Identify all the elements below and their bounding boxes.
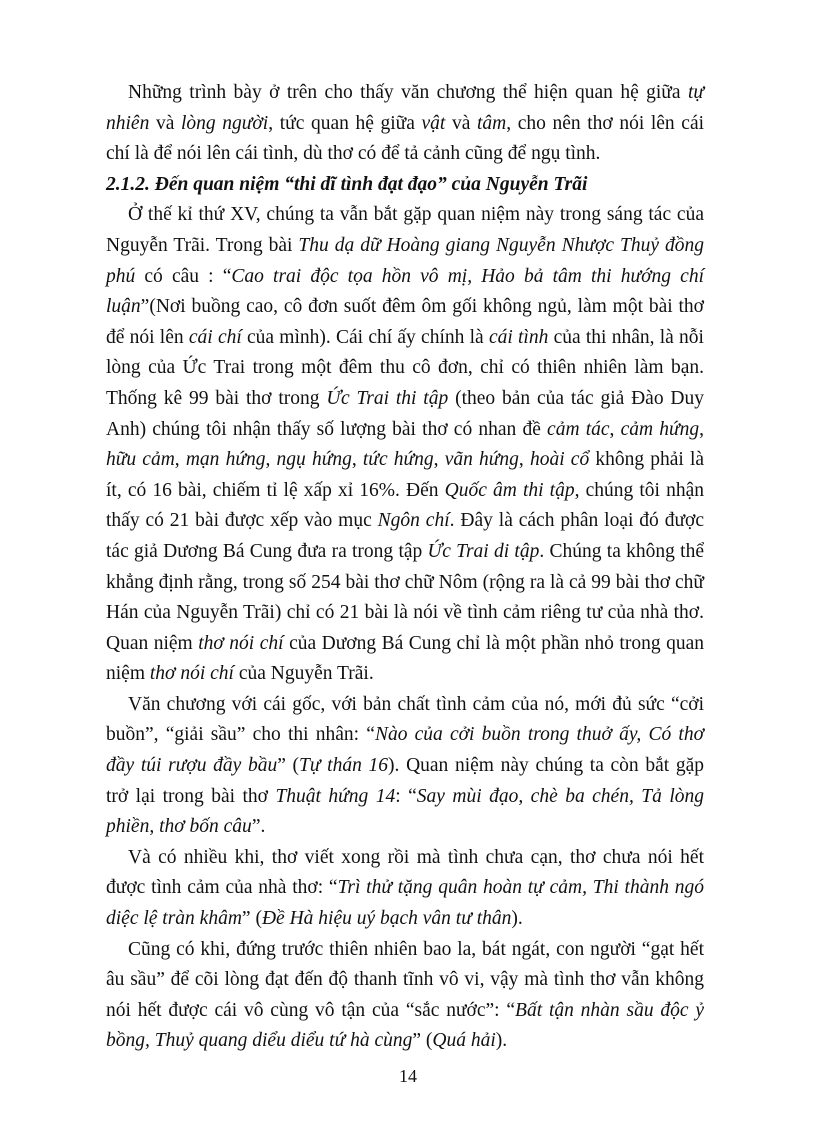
italic-text: vãn hứng <box>444 449 519 471</box>
italic-text: tâm <box>476 112 507 134</box>
italic-text: hoài cổ <box>529 449 590 471</box>
italic-text: Thuật hứng 14 <box>275 785 396 807</box>
italic-text: lòng người <box>180 112 269 134</box>
text-run: Cũng có khi, đứng trước thiên nhiên bao la, bát ngát, con người “gạt hết âu sầu” để cõi lòng đạt đến độ thanh tĩnh vô vi, vậy mà tình thơ vẫn không nói hết được cái vô cùng vô tận của “sắc nước”: “ <box>106 938 704 1021</box>
italic-text: Quá hải <box>432 1030 496 1052</box>
paragraph <box>106 843 704 935</box>
paragraph <box>106 78 704 170</box>
italic-text: Quốc âm thi tập <box>444 479 575 501</box>
text-run: 2.1.2. Đến quan niệm “thi dĩ tình đạt đạo” của Nguyễn Trãi <box>106 173 588 195</box>
text-run: ). <box>511 908 523 930</box>
text-run: của Dương Bá Cung chỉ là một phần nhỏ trong quan niệm <box>106 632 704 685</box>
text-run: có câu : “ <box>135 265 232 287</box>
italic-text: Ức Trai thi tập <box>326 387 449 409</box>
text-run: Những trình bày ở trên cho thấy văn chương thể hiện quan hệ giữa <box>128 82 688 103</box>
text-run: ). Quan niệm này chúng ta còn bắt gặp trở lại trong bài thơ <box>106 755 704 807</box>
italic-text: mạn hứng <box>185 449 266 471</box>
text-run: của Nguyễn Trãi. <box>233 663 374 685</box>
italic-text: Ngôn chí <box>377 510 450 532</box>
text-run: . Đây là cách phân loại đó được tác giả Dương Bá Cung đưa ra trong tập <box>106 510 704 562</box>
italic-text: hữu cảm <box>106 449 175 471</box>
text-run: , <box>699 418 705 440</box>
italic-text: cảm tác <box>547 418 610 440</box>
italic-text: Đề Hà hiệu uý bạch vân tư thân <box>261 908 512 930</box>
italic-text: Cao trai độc tọa hồn vô mị, Hảo bả tâm thi hướng chí luận <box>106 265 704 318</box>
text-run: không phải là ít, có 16 bài, chiếm tỉ lệ xấp xỉ 16%. Đến <box>106 449 705 501</box>
text-run: , chúng tôi nhận thấy có 21 bài được xếp vào mục <box>106 479 704 532</box>
text-run: ”. <box>251 816 266 838</box>
text-run: Văn chương với cái gốc, với bản chất tình cảm của nó, mới đủ sức “cởi buồn”, “giải sầu” cho thi nhân: “ <box>106 693 704 746</box>
text-run: và <box>149 112 181 134</box>
italic-text: Nào của cởi buồn trong thuở ấy, Có thơ đầy túi rượu đầy bầu <box>106 724 704 777</box>
italic-text: Tự thán 16 <box>299 755 389 777</box>
italic-text: ngụ hứng <box>276 449 352 471</box>
paragraph <box>106 935 704 1057</box>
page-number: 14 <box>399 1066 417 1086</box>
text-run: , <box>518 449 530 471</box>
italic-text: Thu dạ dữ Hoàng giang Nguyễn Nhược Thuỷ đồng phú <box>106 234 704 287</box>
italic-text: cái chí <box>188 326 242 348</box>
page-body <box>106 78 704 1057</box>
text-run: của thi nhân, là nỗi lòng của Ức Trai trong một đêm thu cô đơn, chỉ có thiên nhiên làm bạn. Thống kê 99 bài thơ trong <box>106 326 704 409</box>
italic-text: tự nhiên <box>106 82 704 134</box>
italic-text: thơ nói chí <box>198 632 284 654</box>
paragraph <box>106 690 704 843</box>
italic-text: Say mùi đạo, chè ba chén, Tả lòng phiền, thơ bốn câu <box>106 785 704 838</box>
italic-text: cái tình <box>488 326 549 348</box>
text-run: của mình). Cái chí ấy chính là <box>241 326 489 348</box>
text-run: Ở thế kỉ thứ XV, chúng ta vẫn bắt gặp quan niệm này trong sáng tác của Nguyễn Trãi. Trong bài <box>106 204 704 256</box>
text-run: : “ <box>395 785 417 807</box>
text-run: ). <box>495 1030 508 1052</box>
text-run: ”(Nơi buồng cao, cô đơn suốt đêm ôm gối không ngủ, làm một bài thơ để nói lên <box>106 296 704 348</box>
text-run: Và có nhiều khi, thơ viết xong rồi mà tình chưa cạn, thơ chưa nói hết được tình cảm của nhà thơ: “ <box>106 846 704 899</box>
text-run: (theo bản của tác giả Đào Duy Anh) chúng tôi nhận thấy số lượng bài thơ có nhan đề <box>106 387 705 440</box>
italic-text: Trì thử tặng quân hoàn tự cảm, Thi thành ngó diệc lệ tràn khâm <box>106 877 705 930</box>
section-heading <box>106 170 704 201</box>
text-run: , <box>351 449 363 471</box>
italic-text: tức hứng <box>362 449 434 471</box>
text-run: , <box>265 449 277 471</box>
text-run: , <box>609 418 621 440</box>
text-run: ” ( <box>241 908 262 930</box>
text-run: ” ( <box>277 755 300 777</box>
text-run: . Chúng ta không thể khẳng định rằng, trong số 254 bài thơ chữ Nôm (rộng ra là cả 99 bài thơ chữ Hán của Nguyễn Trãi) chỉ có 21 bài là nói về tình cảm riêng tư của nhà thơ. Quan niệm <box>106 540 704 654</box>
text-run: , tức quan hệ giữa <box>268 112 422 134</box>
text-run: và <box>445 112 477 134</box>
italic-text: thơ nói chí <box>149 663 234 685</box>
text-run: ” ( <box>412 1030 433 1052</box>
italic-text: Bất tận nhàn sầu độc ỷ bồng, Thuỷ quang diểu diểu tứ hà cùng <box>106 999 704 1052</box>
italic-text: Ức Trai di tập <box>427 540 540 562</box>
paragraph <box>106 200 704 690</box>
italic-text: cảm hứng <box>620 418 700 440</box>
text-run: , cho nên thơ nói lên cái chí là để nói lên cái tình, dù thơ có để tả cảnh cũng để ngụ tình. <box>106 112 705 165</box>
text-run: , <box>433 449 445 471</box>
text-run: , <box>174 449 186 471</box>
italic-text: vật <box>421 112 446 134</box>
